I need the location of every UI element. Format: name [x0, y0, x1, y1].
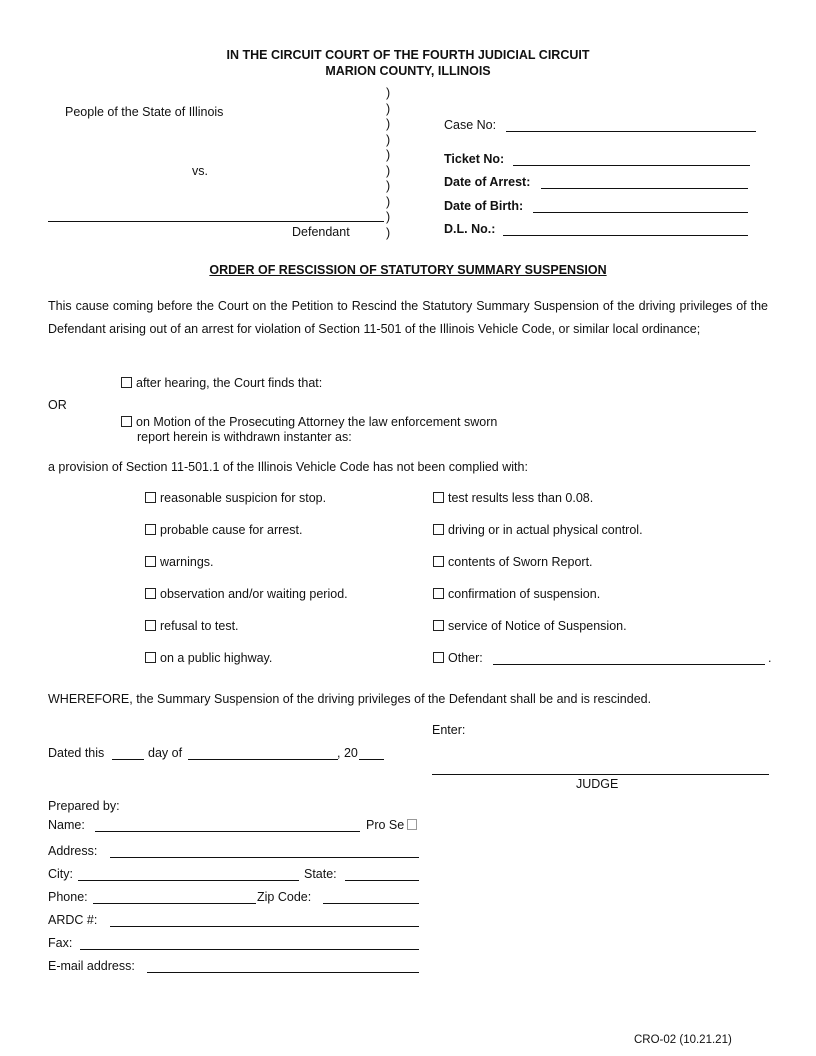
versus-label: vs.	[192, 164, 208, 178]
after-hearing-checkbox[interactable]	[121, 377, 132, 388]
provision-text: a provision of Section 11-501.1 of the Illinois Vehicle Code has not been complied with:	[48, 460, 528, 474]
checkbox[interactable]	[433, 492, 444, 503]
option-right-3[interactable]: confirmation of suspension.	[433, 587, 600, 601]
phone-field[interactable]	[93, 903, 256, 904]
defendant-label: Defendant	[292, 225, 350, 239]
checkbox[interactable]	[145, 492, 156, 503]
caption-parentheses: ) ) ) ) ) ) ) ) ) )	[386, 86, 391, 240]
court-header-line2: MARION COUNTY, ILLINOIS	[325, 64, 491, 78]
checkbox[interactable]	[433, 620, 444, 631]
option-right-0[interactable]: test results less than 0.08.	[433, 491, 593, 505]
date-of-birth-label: Date of Birth:	[444, 199, 524, 213]
option-right-1[interactable]: driving or in actual physical control.	[433, 523, 643, 537]
checkbox[interactable]	[145, 588, 156, 599]
option-left-1[interactable]: probable cause for arrest.	[145, 523, 302, 537]
option-left-4[interactable]: refusal to test.	[145, 619, 239, 633]
checkbox[interactable]	[145, 652, 156, 663]
dated-day-of: day of	[148, 746, 183, 760]
order-title: ORDER OF RESCISSION OF STATUTORY SUMMARY SUSPENSION	[209, 263, 607, 277]
address-field[interactable]	[110, 857, 419, 858]
plaintiff-name: People of the State of Illinois	[65, 105, 224, 119]
or-label: OR	[48, 398, 67, 412]
city-label: City:	[48, 867, 73, 881]
enter-label: Enter:	[432, 723, 466, 737]
prepared-by-heading: Prepared by:	[48, 799, 120, 813]
dated-day-field[interactable]	[112, 759, 144, 760]
option-left-0[interactable]: reasonable suspicion for stop.	[145, 491, 326, 505]
court-header-line1: IN THE CIRCUIT COURT OF THE FOURTH JUDICIAL CIRCUIT	[226, 48, 590, 62]
date-of-arrest-field[interactable]	[541, 188, 748, 189]
motion-option[interactable]: on Motion of the Prosecuting Attorney the law enforcement sworn	[121, 415, 497, 429]
motion-checkbox[interactable]	[121, 416, 132, 427]
date-of-arrest-label: Date of Arrest:	[444, 175, 531, 189]
email-label: E-mail address:	[48, 959, 135, 973]
intro-paragraph: This cause coming before the Court on the Petition to Rescind the Statutory Summary Suspension of the driving privileges of the Defendant arising out of an arrest for violation of Section 11-501 of the Illinois Vehicle Code, or similar local ordinance;	[48, 299, 768, 336]
checkbox[interactable]	[145, 556, 156, 567]
case-no-label: Case No:	[444, 118, 497, 132]
pro-se-checkbox[interactable]	[407, 819, 417, 830]
motion-option-line2: report herein is withdrawn instanter as:	[137, 430, 352, 444]
fax-field[interactable]	[80, 949, 419, 950]
state-label: State:	[304, 867, 337, 881]
judge-label: JUDGE	[576, 777, 619, 791]
dated-year-prefix: , 20	[337, 746, 358, 760]
checkbox[interactable]	[433, 556, 444, 567]
checkbox[interactable]	[433, 652, 444, 663]
email-field[interactable]	[147, 972, 419, 973]
pro-se-option[interactable]: Pro Se	[366, 818, 417, 832]
option-right-4[interactable]: service of Notice of Suspension.	[433, 619, 627, 633]
ardc-field[interactable]	[110, 926, 419, 927]
dated-prefix: Dated this	[48, 746, 105, 760]
option-right-2[interactable]: contents of Sworn Report.	[433, 555, 593, 569]
name-field[interactable]	[95, 831, 360, 832]
dated-year-field[interactable]	[359, 759, 384, 760]
ticket-no-label: Ticket No:	[444, 152, 505, 166]
date-of-birth-field[interactable]	[533, 212, 748, 213]
city-field[interactable]	[78, 880, 299, 881]
zip-label: Zip Code:	[257, 890, 312, 904]
dated-month-field[interactable]	[188, 759, 338, 760]
dl-no-label: D.L. No.:	[444, 222, 496, 236]
phone-label: Phone:	[48, 890, 88, 904]
zip-field[interactable]	[323, 903, 419, 904]
option-left-3[interactable]: observation and/or waiting period.	[145, 587, 348, 601]
fax-label: Fax:	[48, 936, 73, 950]
option-left-2[interactable]: warnings.	[145, 555, 214, 569]
wherefore-text: WHEREFORE, the Summary Suspension of the driving privileges of the Defendant shall be and is rescinded.	[48, 692, 652, 706]
ardc-label: ARDC #:	[48, 913, 98, 927]
checkbox[interactable]	[433, 524, 444, 535]
option-right-5[interactable]: Other:	[433, 651, 483, 665]
checkbox[interactable]	[145, 524, 156, 535]
checkbox[interactable]	[433, 588, 444, 599]
state-field[interactable]	[345, 880, 419, 881]
address-label: Address:	[48, 844, 98, 858]
checkbox[interactable]	[145, 620, 156, 631]
other-period: .	[768, 651, 772, 665]
after-hearing-option[interactable]: after hearing, the Court finds that:	[121, 376, 322, 390]
county-name: MARION	[325, 64, 377, 78]
option-left-5[interactable]: on a public highway.	[145, 651, 272, 665]
form-id: CRO-02 (10.21.21)	[634, 1034, 732, 1046]
defendant-name-line[interactable]	[48, 221, 384, 222]
dl-no-field[interactable]	[503, 235, 748, 236]
case-no-field[interactable]	[506, 131, 756, 132]
circuit-name: FOURTH	[422, 48, 475, 62]
ticket-no-field[interactable]	[513, 165, 750, 166]
judge-signature-line[interactable]	[432, 774, 769, 775]
other-field[interactable]	[493, 664, 765, 665]
name-label: Name:	[48, 818, 85, 832]
